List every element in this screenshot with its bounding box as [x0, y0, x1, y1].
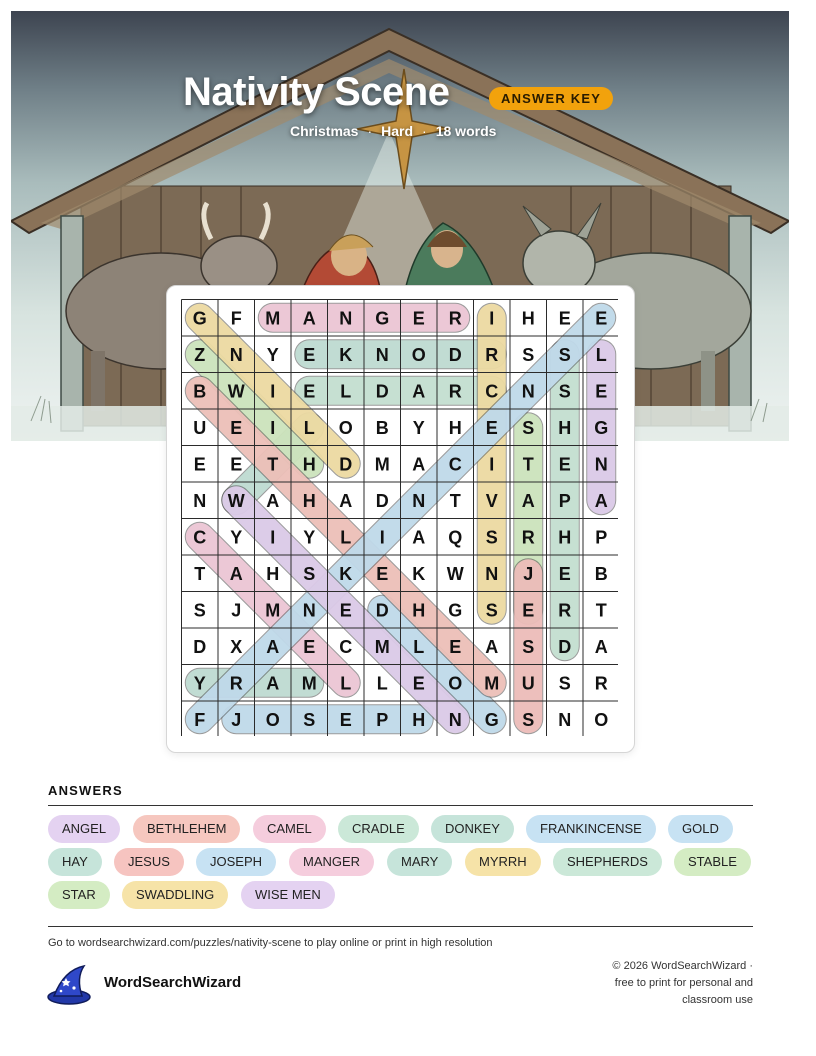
grid-cell-letter: R: [521, 527, 535, 548]
answer-word-frankincense: FRANKINCENSE: [526, 815, 656, 843]
grid-cell-letter: E: [376, 563, 389, 584]
copyright-line: free to print for personal and: [614, 977, 753, 989]
grid-cell-letter: I: [270, 381, 276, 402]
grid-cell-letter: N: [558, 709, 572, 730]
grid-cell-letter: E: [595, 381, 608, 402]
grid-cell-letter: C: [193, 527, 207, 548]
grid-cell-letter: U: [521, 673, 535, 694]
grid-cell-letter: A: [266, 673, 280, 694]
answer-word-angel: ANGEL: [48, 815, 120, 843]
grid-cell-letter: D: [375, 600, 389, 621]
grid-cell-letter: S: [485, 600, 498, 621]
grid-cell-letter: Z: [194, 344, 206, 365]
copyright-line: © 2026 WordSearchWizard ·: [612, 960, 753, 972]
grid-cell-letter: L: [340, 381, 352, 402]
grid-cell-letter: A: [266, 490, 280, 511]
grid-cell-letter: E: [230, 454, 243, 475]
grid-cell-letter: M: [265, 600, 281, 621]
grid-cell-letter: N: [485, 563, 499, 584]
answer-word-manger: MANGER: [289, 848, 374, 876]
grid-cell-letter: I: [270, 417, 276, 438]
grid-cell-letter: H: [266, 563, 280, 584]
grid-cell-letter: T: [595, 600, 607, 621]
grid-cell-letter: H: [302, 454, 316, 475]
grid-cell-letter: E: [595, 308, 608, 329]
answer-word-myrrh: MYRRH: [465, 848, 541, 876]
grid-cell-letter: I: [270, 527, 276, 548]
grid-cell-letter: E: [412, 308, 425, 329]
grid-cell-letter: L: [303, 417, 315, 438]
grid-cell-letter: J: [231, 600, 242, 621]
grid-cell-letter: D: [375, 381, 389, 402]
grid-cell-letter: L: [340, 673, 352, 694]
grid-cell-letter: A: [229, 563, 243, 584]
grid-cell-letter: B: [193, 381, 207, 402]
grid-cell-letter: S: [558, 344, 571, 365]
divider: [48, 926, 753, 927]
grid-cell-letter: W: [227, 490, 245, 511]
grid-cell-letter: L: [340, 527, 352, 548]
answer-word-joseph: JOSEPH: [196, 848, 276, 876]
grid-cell-letter: R: [485, 344, 499, 365]
grid-cell-letter: H: [558, 417, 572, 438]
grid-cell-letter: R: [448, 381, 462, 402]
answer-word-camel: CAMEL: [253, 815, 326, 843]
grid-cell-letter: H: [412, 709, 426, 730]
grid-cell-letter: H: [521, 308, 535, 329]
grid-cell-letter: C: [339, 636, 353, 657]
grid-cell-letter: E: [412, 673, 425, 694]
grid-cell-letter: E: [558, 454, 571, 475]
grid-cell-letter: E: [522, 600, 535, 621]
answer-word-swaddling: SWADDLING: [122, 881, 228, 909]
grid-cell-letter: O: [338, 417, 353, 438]
grid-cell-letter: A: [521, 490, 535, 511]
grid-cell-letter: A: [594, 490, 608, 511]
grid-cell-letter: P: [595, 527, 608, 548]
grid-cell-letter: A: [266, 636, 280, 657]
grid-cell-letter: E: [485, 417, 498, 438]
grid-cell-letter: M: [374, 636, 390, 657]
divider: [48, 805, 753, 806]
grid-cell-letter: N: [375, 344, 389, 365]
grid-cell-letter: K: [412, 563, 426, 584]
grid-cell-letter: E: [303, 381, 316, 402]
grid-cell-letter: H: [558, 527, 572, 548]
grid-cell-letter: T: [522, 454, 534, 475]
grid-cell-letter: Q: [448, 527, 463, 548]
grid-cell-letter: E: [303, 344, 316, 365]
grid-cell-letter: G: [192, 308, 207, 329]
grid-cell-letter: E: [230, 417, 243, 438]
grid-cell-letter: V: [485, 490, 498, 511]
grid-cell-letter: E: [193, 454, 206, 475]
grid-cell-letter: R: [448, 308, 462, 329]
word-search-grid: [181, 299, 618, 736]
grid-cell-letter: T: [194, 563, 206, 584]
meta-separator: ·: [422, 123, 427, 139]
answer-word-gold: GOLD: [668, 815, 733, 843]
grid-cell-letter: O: [265, 709, 280, 730]
grid-cell-letter: Y: [230, 527, 243, 548]
grid-cell-letter: B: [594, 563, 608, 584]
grid-cell-letter: A: [412, 381, 426, 402]
answers-heading: ANSWERS: [48, 783, 123, 798]
grid-cell-letter: E: [339, 600, 352, 621]
grid-cell-letter: B: [375, 417, 389, 438]
grid-cell-letter: I: [379, 527, 385, 548]
grid-cell-letter: R: [229, 673, 243, 694]
grid-cell-letter: N: [521, 381, 535, 402]
grid-cell-letter: E: [339, 709, 352, 730]
grid-cell-letter: O: [448, 673, 463, 694]
grid-cell-letter: M: [374, 454, 390, 475]
grid-cell-letter: H: [412, 600, 426, 621]
meta-separator: ·: [367, 123, 373, 139]
answer-word-donkey: DONKEY: [431, 815, 514, 843]
grid-cell-letter: S: [303, 709, 316, 730]
brand-name: WordSearchWizard: [104, 974, 242, 991]
grid-cell-letter: S: [558, 673, 571, 694]
grid-cell-letter: R: [558, 600, 572, 621]
answer-word-star: STAR: [48, 881, 110, 909]
grid-cell-letter: D: [558, 636, 572, 657]
grid-cell-letter: J: [523, 563, 534, 584]
wizard-hat-icon: [46, 964, 92, 1006]
grid-cell-letter: P: [558, 490, 571, 511]
grid-cell-letter: U: [193, 417, 207, 438]
copyright-line: classroom use: [682, 994, 753, 1006]
grid-cell-letter: N: [448, 709, 462, 730]
grid-cell-letter: C: [448, 454, 462, 475]
grid-cell-letter: D: [339, 454, 353, 475]
grid-cell-letter: A: [412, 454, 426, 475]
grid-cell-letter: A: [412, 527, 426, 548]
grid-cell-letter: F: [194, 709, 206, 730]
answer-word-wise-men: WISE MEN: [241, 881, 335, 909]
grid-cell-letter: L: [413, 636, 425, 657]
grid-cell-letter: Y: [266, 344, 279, 365]
grid-cell-letter: D: [448, 344, 462, 365]
grid-cell-letter: L: [376, 673, 388, 694]
grid-cell-letter: Y: [303, 527, 316, 548]
grid-cell-letter: S: [522, 417, 535, 438]
answer-word-mary: MARY: [387, 848, 452, 876]
puzzle-meta: [290, 123, 496, 139]
grid-cell-letter: G: [484, 709, 499, 730]
grid-cell-letter: N: [302, 600, 316, 621]
answer-word-cradle: CRADLE: [338, 815, 419, 843]
grid-cell-letter: T: [449, 490, 461, 511]
grid-cell-letter: L: [595, 344, 607, 365]
grid-cell-letter: I: [489, 454, 495, 475]
grid-cell-letter: A: [339, 490, 353, 511]
grid-cell-letter: N: [229, 344, 243, 365]
grid-cell-letter: R: [594, 673, 608, 694]
word-count-label: 18 words: [435, 123, 497, 139]
grid-cell-letter: C: [485, 381, 499, 402]
category-label: Christmas: [290, 123, 359, 139]
grid-cell-letter: N: [594, 454, 608, 475]
answer-word-hay: HAY: [48, 848, 102, 876]
grid-cell-letter: S: [558, 381, 571, 402]
grid-cell-letter: N: [339, 308, 353, 329]
grid-cell-letter: D: [375, 490, 389, 511]
grid-cell-letter: S: [522, 636, 535, 657]
answer-word-bethlehem: BETHLEHEM: [133, 815, 240, 843]
grid-cell-letter: G: [375, 308, 390, 329]
grid-cell-letter: K: [339, 563, 353, 584]
grid-cell-letter: H: [302, 490, 316, 511]
page-title: Nativity Scene: [183, 70, 450, 114]
grid-cell-letter: S: [303, 563, 316, 584]
answer-word-stable: STABLE: [674, 848, 751, 876]
grid-cell-letter: E: [558, 563, 571, 584]
grid-cell-letter: M: [301, 673, 317, 694]
grid-cell-letter: S: [485, 527, 498, 548]
grid-cell-letter: N: [193, 490, 207, 511]
difficulty-label: Hard: [381, 123, 414, 139]
grid-cell-letter: S: [193, 600, 206, 621]
grid-cell-letter: I: [489, 308, 495, 329]
grid-cell-letter: D: [193, 636, 207, 657]
grid-cell-letter: N: [412, 490, 426, 511]
grid-cell-letter: M: [484, 673, 500, 694]
grid-cell-letter: K: [339, 344, 353, 365]
grid-cell-letter: O: [594, 709, 609, 730]
grid-cell-letter: A: [485, 636, 499, 657]
grid-cell-letter: E: [449, 636, 462, 657]
grid-cell-letter: E: [303, 636, 316, 657]
answer-key-badge: ANSWER KEY: [489, 87, 613, 110]
grid-cell-letter: A: [302, 308, 316, 329]
grid-cell-letter: W: [446, 563, 464, 584]
answer-word-jesus: JESUS: [114, 848, 184, 876]
grid-cell-letter: G: [594, 417, 609, 438]
grid-cell-letter: Y: [412, 417, 425, 438]
grid-cell-letter: S: [522, 709, 535, 730]
grid-cell-letter: P: [376, 709, 389, 730]
grid-cell-letter: T: [267, 454, 279, 475]
grid-cell-letter: O: [411, 344, 426, 365]
play-online-link[interactable]: Go to wordsearchwizard.com/puzzles/nativity-scene to play online or print in high resolution: [48, 937, 493, 949]
grid-cell-letter: W: [227, 381, 245, 402]
grid-cell-letter: E: [558, 308, 571, 329]
grid-cell-letter: Y: [193, 673, 206, 694]
grid-cell-letter: H: [448, 417, 462, 438]
grid-cell-letter: A: [594, 636, 608, 657]
grid-cell-letter: J: [231, 709, 242, 730]
grid-cell-letter: S: [522, 344, 535, 365]
grid-cell-letter: G: [448, 600, 463, 621]
answer-word-shepherds: SHEPHERDS: [553, 848, 662, 876]
copyright-notice: [583, 958, 753, 1009]
grid-cell-letter: F: [230, 308, 242, 329]
grid-cell-letter: X: [230, 636, 243, 657]
grid-cell-letter: M: [265, 308, 281, 329]
